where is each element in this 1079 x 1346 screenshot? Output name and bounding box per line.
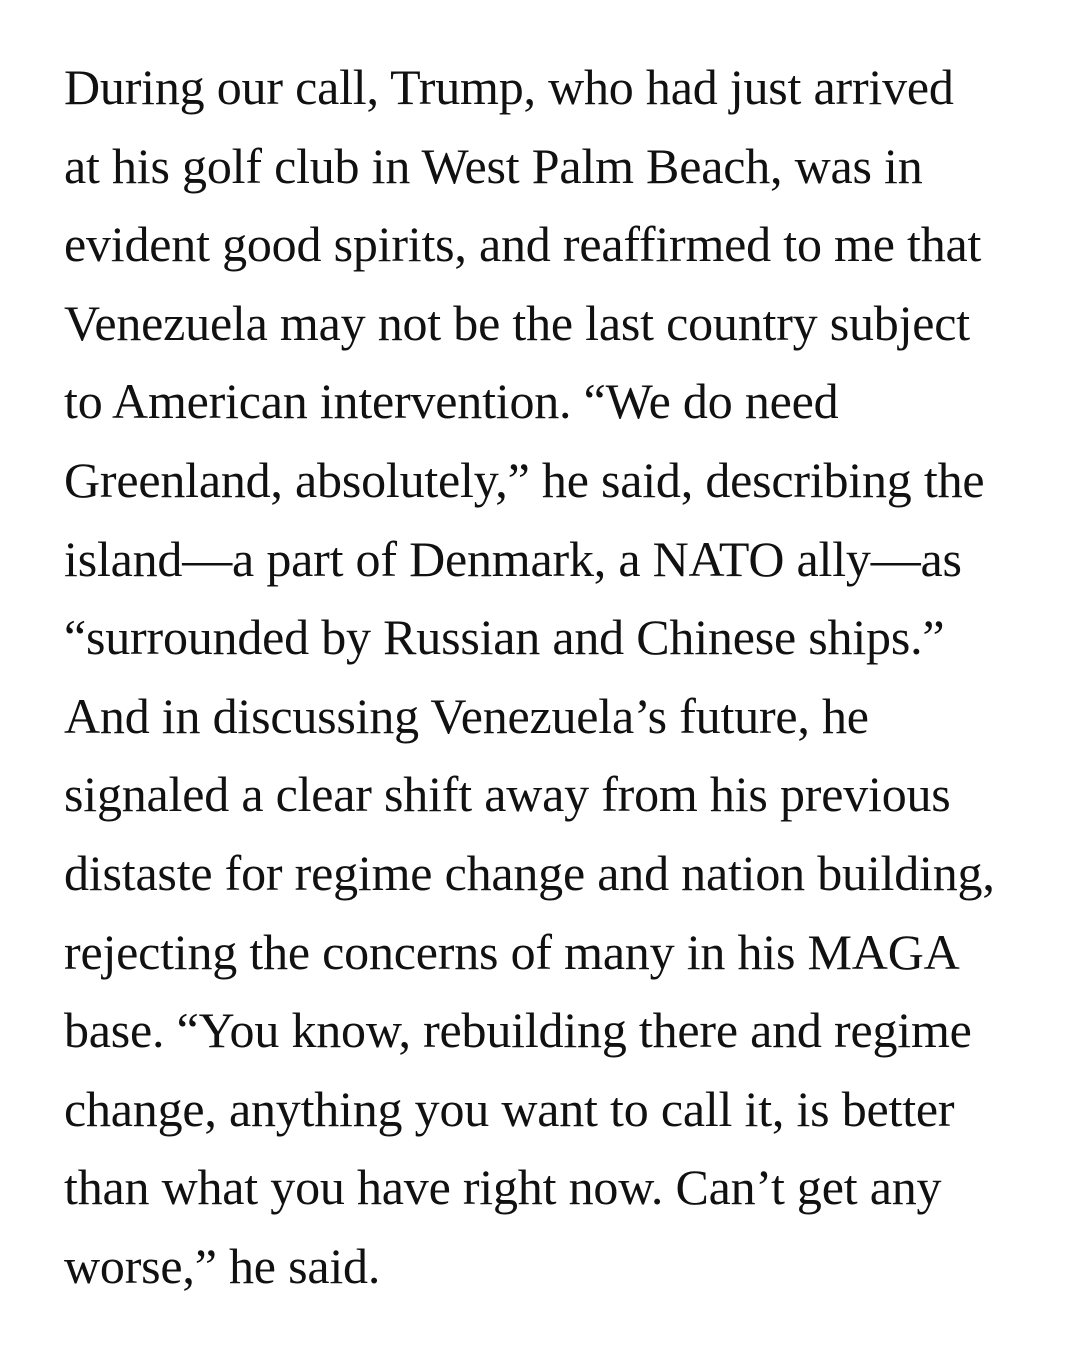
paragraph-line: Venezuela may not be the last country subject xyxy=(64,294,970,351)
paragraph-line: signaled a clear shift away from his previous xyxy=(64,766,951,823)
paragraph-line: And in discussing Venezuela’s future, he xyxy=(64,687,869,744)
paragraph-line: change, anything you want to call it, is better xyxy=(64,1080,955,1137)
paragraph-line: “surrounded by Russian and Chinese ships.” xyxy=(64,609,945,666)
paragraph-line: base. “You know, rebuilding there and regime xyxy=(64,1002,972,1059)
paragraph-line: at his golf club in West Palm Beach, was in xyxy=(64,137,923,194)
paragraph-line: Greenland, absolutely,” he said, describing the xyxy=(64,451,985,508)
article-body xyxy=(64,48,1064,1306)
article-paragraph xyxy=(64,48,1064,1306)
paragraph-line: to American intervention. “We do need xyxy=(64,373,839,430)
paragraph-line: distaste for regime change and nation building, xyxy=(64,844,995,901)
paragraph-line: worse,” he said. xyxy=(64,1237,381,1294)
paragraph-line: than what you have right now. Can’t get any xyxy=(64,1159,942,1216)
paragraph-line: During our call, Trump, who had just arrived xyxy=(64,59,954,115)
paragraph-line: rejecting the concerns of many in his MAGA xyxy=(64,923,960,980)
paragraph-line: island—a part of Denmark, a NATO ally—as xyxy=(64,530,962,587)
paragraph-line: evident good spirits, and reaffirmed to me that xyxy=(64,216,982,273)
